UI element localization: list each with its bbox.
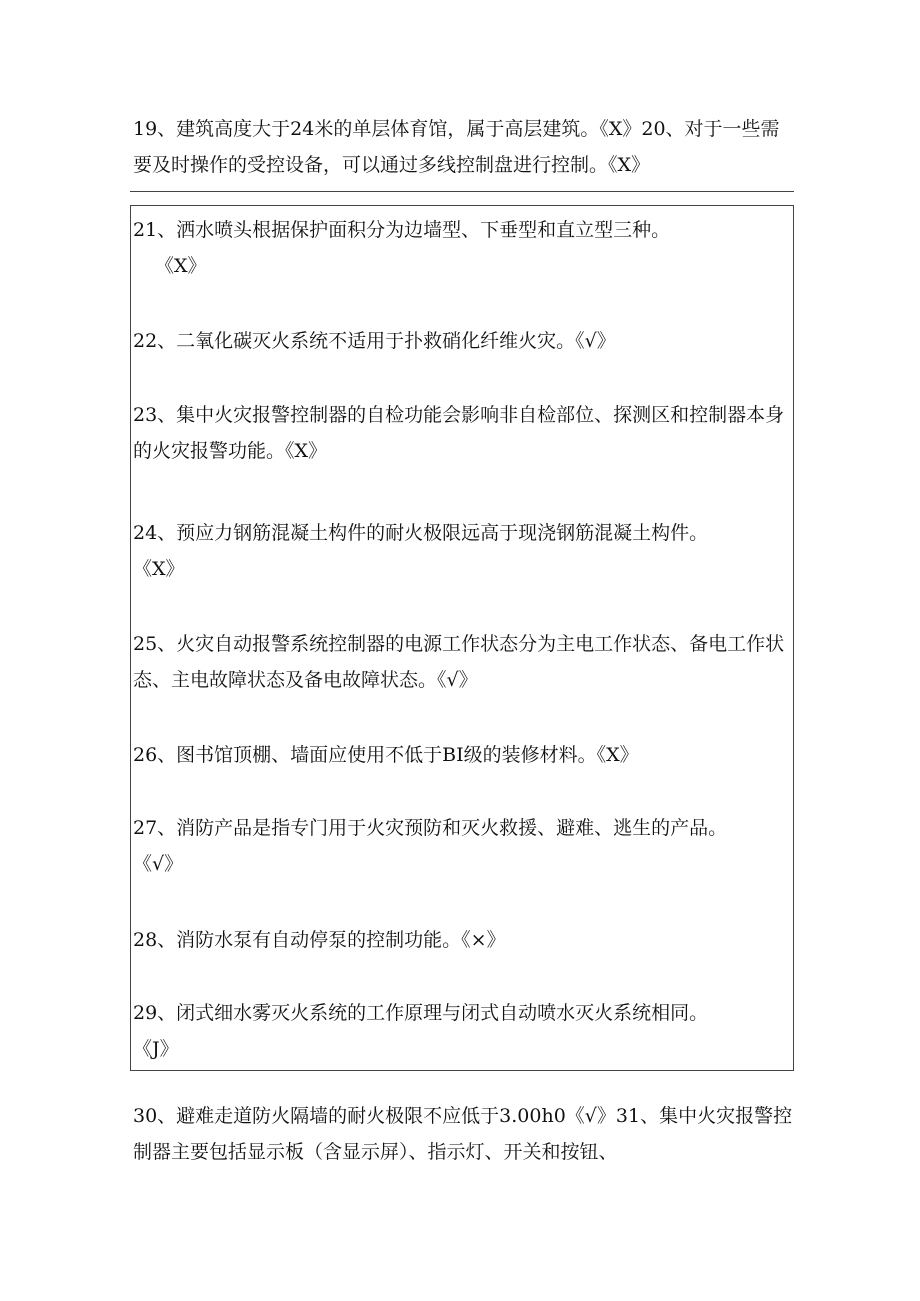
question-28 xyxy=(133,922,793,958)
question-25 xyxy=(133,626,793,698)
question-text: 29、闭式细水雾灭火系统的工作原理与闭式自动喷水灭火系统相同。 xyxy=(133,1002,709,1024)
question-24 xyxy=(133,515,793,587)
divider-line xyxy=(130,191,794,192)
question-text: 26、图书馆顶棚、墙面应使用不低于BI级的装修材料。《X》 xyxy=(133,744,639,766)
question-box xyxy=(130,205,794,1071)
question-text: 25、火灾自动报警系统控制器的电源工作状态分为主电工作状态、备电工作状态、主电故障状态及备电故障状态。《√》 xyxy=(133,633,785,691)
answer-mark: 《X》 xyxy=(155,255,207,277)
question-21 xyxy=(133,212,793,284)
top-paragraph: 19、建筑高度大于24米的单层体育馆，属于高层建筑。《X》20、对于一些需要及时操作的受控设备，可以通过多线控制盘进行控制。《X》 xyxy=(133,118,780,176)
question-29 xyxy=(133,995,793,1067)
question-text: 23、集中火灾报警控制器的自检功能会影响非自检部位、探测区和控制器本身的火灾报警功能。《X》 xyxy=(133,404,785,462)
question-27 xyxy=(133,810,793,882)
question-text: 22、二氧化碳灭火系统不适用于扑救硝化纤维火灾。《√》 xyxy=(133,330,616,352)
question-22 xyxy=(133,323,793,359)
answer-mark: 《X》 xyxy=(133,558,185,580)
question-text: 21、洒水喷头根据保护面积分为边墙型、下垂型和直立型三种。 xyxy=(133,219,671,241)
question-23 xyxy=(133,397,793,469)
question-26 xyxy=(133,737,793,773)
question-text: 27、消防产品是指专门用于火灾预防和灭火救援、避难、逃生的产品。 xyxy=(133,817,728,839)
question-text: 24、预应力钢筋混凝土构件的耐火极限远高于现浇钢筋混凝土构件。 xyxy=(133,522,709,544)
answer-mark: 《√》 xyxy=(133,853,184,875)
question-text: 28、消防水泵有自动停泵的控制功能。《×》 xyxy=(133,929,506,951)
answer-mark: 《J》 xyxy=(133,1038,179,1060)
bottom-paragraph: 30、避难走道防火隔墙的耐火极限不应低于3.00h0《√》31、集中火灾报警控制器主要包括显示板（含显示屏）、指示灯、开关和按钮、 xyxy=(133,1105,793,1163)
